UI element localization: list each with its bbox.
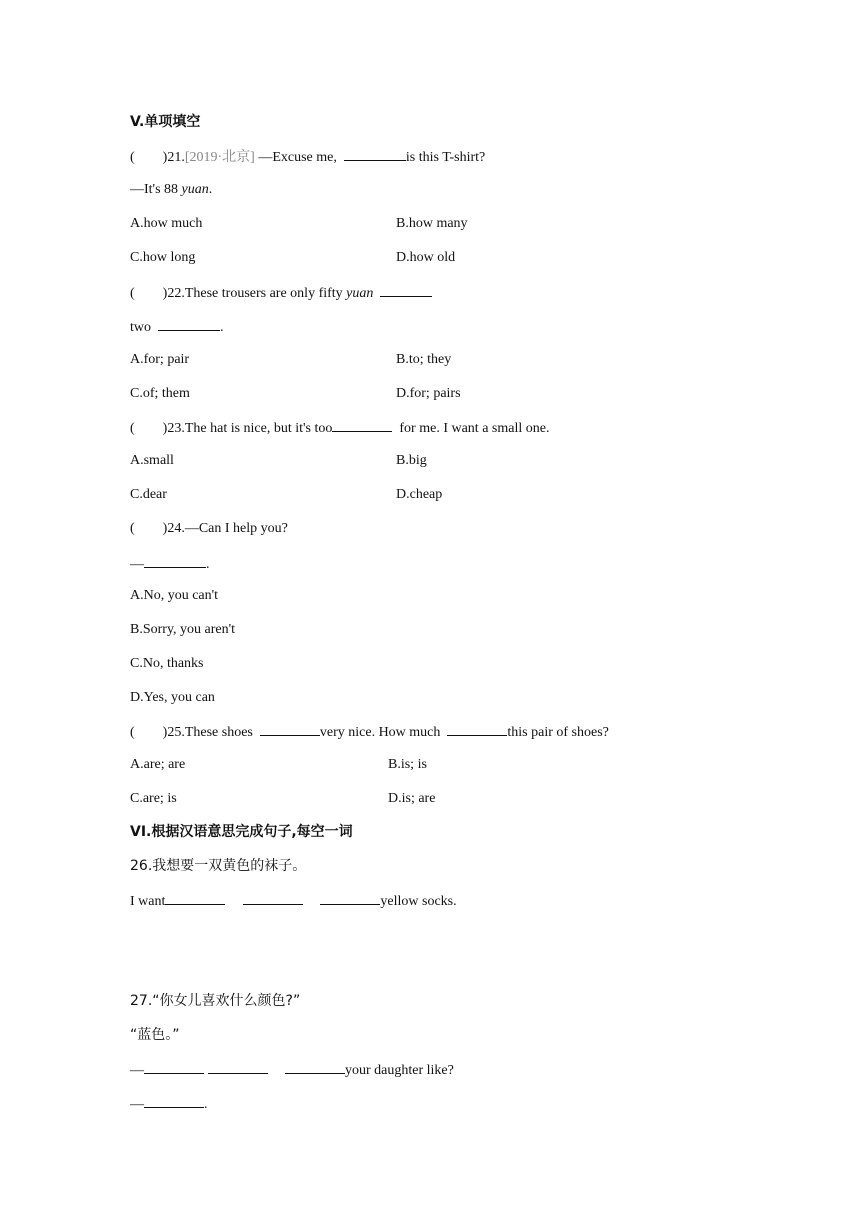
option-c[interactable]: C.dear (130, 487, 167, 502)
question-italic: yuan (346, 286, 374, 301)
blank[interactable] (144, 1094, 204, 1108)
answer-italic: yuan (181, 182, 209, 197)
question-27-chinese-answer: “蓝色。” (130, 1027, 180, 1043)
blank[interactable] (447, 722, 507, 736)
option-b[interactable]: B.to; they (396, 352, 452, 367)
answer-paren: ( (130, 725, 135, 740)
answer-paren: ( (130, 521, 135, 536)
option-b[interactable]: B.Sorry, you aren't (130, 622, 236, 637)
question-text: — (130, 557, 144, 572)
question-text: very nice. How much (319, 725, 448, 740)
option-b[interactable]: B.is; is (388, 757, 427, 772)
question-26-english (130, 891, 457, 911)
source-tag: [2019·北京] (184, 150, 255, 165)
question-27-chinese: 27.“你女儿喜欢什么颜色?” (130, 993, 301, 1009)
answer-paren: ( (130, 421, 135, 436)
question-24 (130, 520, 288, 538)
option-a[interactable]: A.are; are (130, 757, 186, 772)
blank[interactable] (158, 317, 220, 331)
question-25 (130, 722, 609, 742)
option-b[interactable]: B.big (396, 453, 427, 468)
question-22 (130, 283, 432, 303)
question-text (373, 286, 380, 301)
blank[interactable] (165, 891, 225, 905)
option-c[interactable]: C.of; them (130, 386, 190, 401)
option-c[interactable]: C.No, thanks (130, 656, 204, 671)
question-27-english-answer (130, 1094, 208, 1114)
question-21 (130, 147, 485, 167)
question-text: . (204, 1097, 208, 1112)
question-27-english (130, 1060, 454, 1080)
question-text: for me. I want a small one. (392, 421, 550, 436)
option-d[interactable]: D.Yes, you can (130, 690, 215, 705)
section-heading-6: VI.根据汉语意思完成句子,每空一词 (130, 824, 353, 840)
option-b[interactable]: B.how many (396, 216, 468, 231)
question-24-line2 (130, 554, 210, 574)
question-text: )25.These shoes (162, 725, 260, 740)
blank[interactable] (260, 722, 320, 736)
question-text: . (206, 557, 210, 572)
question-23 (130, 418, 549, 438)
option-d[interactable]: D.is; are (388, 791, 436, 806)
question-text: two (130, 320, 158, 335)
question-26-chinese: 26.我想要一双黄色的袜子。 (130, 858, 307, 874)
question-text: —Excuse me, (254, 150, 344, 165)
option-c[interactable]: C.are; is (130, 791, 177, 806)
option-a[interactable]: A.how much (130, 216, 203, 231)
question-text: )23.The hat is nice, but it's too (162, 421, 333, 436)
blank[interactable] (144, 1060, 204, 1074)
question-text: is this T-shirt? (405, 150, 486, 165)
option-a[interactable]: A.No, you can't (130, 588, 219, 603)
question-text: this pair of shoes? (507, 725, 609, 740)
blank[interactable] (320, 891, 380, 905)
option-c[interactable]: C.how long (130, 250, 196, 265)
question-text: your daughter like? (345, 1063, 454, 1078)
blank[interactable] (380, 283, 432, 297)
blank[interactable] (144, 554, 206, 568)
question-text: . (220, 320, 224, 335)
blank[interactable] (243, 891, 303, 905)
question-text: )22.These trousers are only fifty (162, 286, 347, 301)
answer-text: . (208, 182, 213, 197)
option-a[interactable]: A.small (130, 453, 174, 468)
question-text: I want (130, 894, 166, 909)
answer-paren: ( (130, 150, 135, 165)
answer-text: —It's 88 (130, 182, 182, 197)
blank[interactable] (208, 1060, 268, 1074)
option-d[interactable]: D.cheap (396, 487, 443, 502)
blank[interactable] (285, 1060, 345, 1074)
question-21-answer (130, 181, 212, 199)
question-number: )21. (162, 150, 185, 165)
blank[interactable] (344, 147, 406, 161)
option-a[interactable]: A.for; pair (130, 352, 190, 367)
option-d[interactable]: D.for; pairs (396, 386, 461, 401)
question-text: — (130, 1097, 144, 1112)
question-22-line2 (130, 317, 224, 337)
question-text: — (130, 1063, 144, 1078)
section-heading-5: V.单项填空 (130, 114, 201, 130)
option-d[interactable]: D.how old (396, 250, 456, 265)
question-text: )24.—Can I help you? (162, 521, 288, 536)
blank[interactable] (332, 418, 392, 432)
question-text: yellow socks. (380, 894, 457, 909)
answer-paren: ( (130, 286, 135, 301)
